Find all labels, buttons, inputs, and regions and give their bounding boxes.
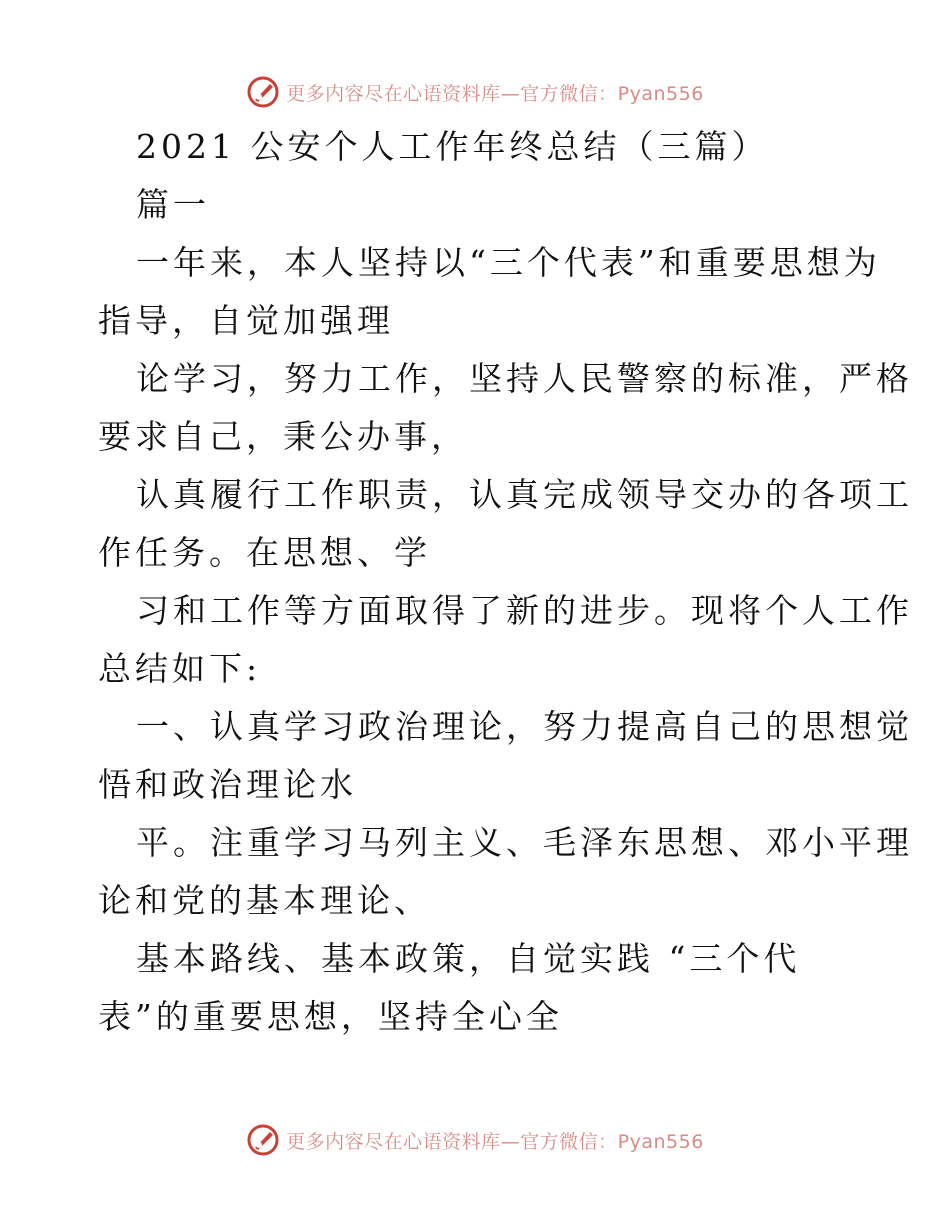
paragraph-line: 认真履行工作职责，认真完成领导交办的各项工 — [136, 475, 913, 514]
header-banner-text: 更多内容尽在心语资料库—官方微信：Pyan556 — [286, 82, 704, 105]
paragraph-line: 论和党的基本理论、 — [98, 881, 431, 920]
paragraph-line: 习和工作等方面取得了新的进步。现将个人工作 — [136, 591, 913, 630]
quill-seal-logo-icon — [246, 1123, 280, 1157]
paragraph-line: 表”的重要思想，坚持全心全 — [98, 997, 563, 1036]
header-watermark-banner — [0, 72, 950, 112]
paragraph-line: 一、认真学习政治理论，努力提高自己的思想觉 — [136, 707, 913, 746]
paragraph-line: 作任务。在思想、学 — [98, 533, 431, 572]
paragraph-line: 悟和政治理论水 — [98, 765, 357, 804]
paragraph-line: 总结如下: — [98, 649, 262, 688]
paragraph-line: 论学习，努力工作，坚持人民警察的标准，严格 — [136, 359, 913, 398]
document-body — [98, 118, 913, 1046]
footer-watermark-banner — [0, 1120, 950, 1160]
paragraph-line: 指导，自觉加强理 — [98, 301, 394, 340]
paragraph-line: 要求自己，秉公办事， — [98, 417, 468, 456]
paragraph-line: 平。注重学习马列主义、毛泽东思想、邓小平理 — [136, 823, 913, 862]
quill-seal-logo-icon — [246, 75, 280, 109]
paragraph-line: 一年来，本人坚持以“三个代表”和重要思想为 — [136, 243, 881, 282]
footer-banner-text: 更多内容尽在心语资料库—官方微信：Pyan556 — [286, 1130, 704, 1153]
section-heading: 篇一 — [136, 185, 210, 224]
document-title: 2021 公安个人工作年终总结（三篇） — [136, 127, 769, 166]
paragraph-line: 基本路线、基本政策，自觉实践 “三个代 — [136, 939, 801, 978]
